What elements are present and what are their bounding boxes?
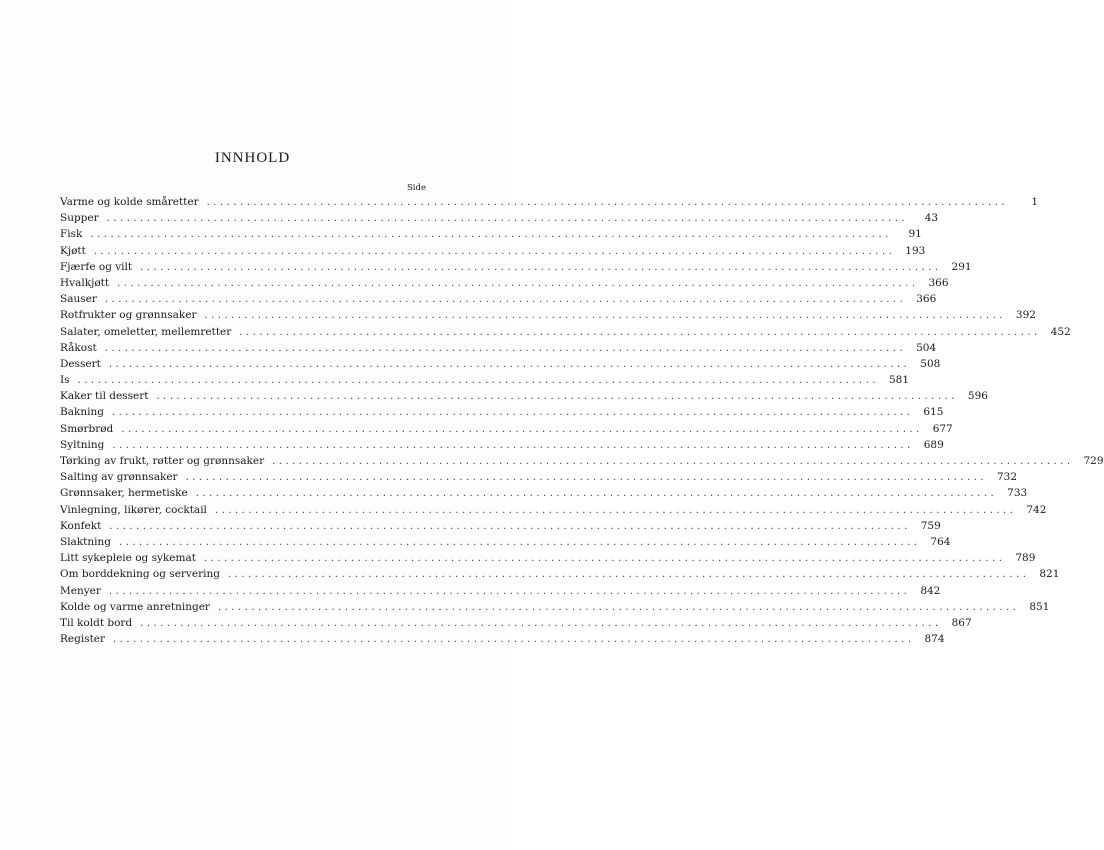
leader-dots: ........................................................................................................................ (77, 375, 879, 387)
leader-dots: ........................................................................................................................ (217, 601, 1020, 613)
toc-entry (60, 453, 1104, 469)
toc-entry (60, 502, 1047, 518)
toc-entry-page: 392 (1015, 309, 1036, 322)
leader-dots: ........................................................................................................................ (119, 536, 921, 548)
toc-entry-title: Salater, omeletter, mellemretter (60, 325, 232, 338)
leader-dots: ........................................................................................................................ (113, 634, 915, 646)
toc-entry-page: 789 (1015, 552, 1036, 565)
leader-dots: ........................................................................................................................ (206, 197, 1009, 208)
toc-entry-title: Fjærfe og vilt (60, 260, 133, 273)
leader-dots: ........................................................................................................................ (117, 277, 919, 289)
toc-entry-title: Is (60, 374, 70, 387)
toc-entry-page: 689 (923, 438, 944, 451)
toc-entry-title: Tørking av frukt, røtter og grønnsaker (60, 455, 265, 467)
toc-entry-page: 596 (967, 390, 988, 403)
toc-entry (60, 340, 937, 356)
leader-dots: ........................................................................................................................ (195, 488, 998, 500)
toc-entry-page: 733 (1007, 487, 1028, 500)
toc-entry-title: Kolde og varme anretninger (60, 600, 210, 613)
leader-dots: ........................................................................................................................ (104, 342, 907, 354)
toc-entry (60, 243, 926, 259)
toc-entry-title: Rotfrukter og grønnsaker (60, 309, 197, 322)
toc-entry-title: Konfekt (60, 519, 102, 532)
toc-entry-title: Supper (60, 212, 99, 225)
toc-entry-page: 867 (951, 616, 972, 629)
leader-dots: ........................................................................................................................ (272, 456, 1074, 467)
toc-entry (60, 194, 1039, 210)
toc-entry-page: 742 (1026, 503, 1047, 516)
toc-entry-title: Hvalkjøtt (60, 276, 110, 289)
toc-entry (60, 469, 1018, 485)
leader-dots: ........................................................................................................................ (108, 585, 911, 597)
toc-entry-title: Sauser (60, 293, 97, 306)
toc-entry (60, 388, 988, 404)
toc-entry-page: 291 (951, 260, 972, 273)
leader-dots: ........................................................................................................................ (156, 391, 958, 403)
leader-dots: ........................................................................................................................ (203, 553, 1006, 565)
leader-dots: ........................................................................................................................ (185, 472, 988, 484)
toc-entry (60, 485, 1028, 501)
toc-entry-page: 91 (908, 228, 922, 241)
leader-dots: ........................................................................................................................ (204, 310, 1006, 322)
page-title: INNHOLD (214, 150, 291, 166)
leader-dots: ........................................................................................................................ (239, 326, 1041, 338)
toc-entry (60, 631, 945, 647)
toc-entry-page: 366 (916, 293, 937, 306)
toc-entry-page: 842 (920, 584, 941, 597)
toc-entry-page: 851 (1029, 600, 1050, 613)
toc-entry-title: Kaker til dessert (60, 390, 149, 403)
toc-entry-title: Slaktning (60, 535, 111, 548)
toc-entry-page: 43 (924, 212, 939, 225)
toc-entry (60, 615, 972, 631)
page-column-label: Side (406, 183, 426, 193)
toc-entry (60, 291, 937, 307)
toc-entry-title: Vinlegning, likører, cocktail (60, 503, 207, 516)
leader-dots: ........................................................................................................................ (90, 229, 892, 241)
toc-entry (60, 275, 949, 291)
toc-entry-page: 821 (1039, 568, 1060, 581)
toc-entry (60, 404, 944, 420)
toc-entry-title: Smørbrød (60, 422, 114, 435)
toc-entry (60, 372, 909, 388)
toc-entry-title: Dessert (60, 357, 101, 370)
leader-dots: ........................................................................................................................ (111, 407, 914, 419)
toc-entry (60, 437, 944, 453)
toc-entry-title: Kjøtt (60, 244, 86, 257)
leader-dots: ........................................................................................................................ (214, 504, 1017, 516)
toc-entry-page: 615 (923, 406, 944, 419)
leader-dots: ........................................................................................................................ (112, 439, 914, 451)
toc-entry-title: Register (60, 633, 106, 646)
leader-dots: ........................................................................................................................ (227, 569, 1030, 581)
toc-entry (60, 599, 1050, 615)
toc-entry-page: 732 (996, 471, 1018, 484)
toc-entry (60, 518, 941, 534)
toc-entry-page: 581 (888, 374, 909, 387)
leader-dots: ........................................................................................................................ (93, 245, 896, 257)
leader-dots: ........................................................................................................................ (104, 294, 907, 306)
toc-entry-title: Menyer (60, 584, 101, 597)
toc-entry-title: Om borddekning og servering (60, 568, 220, 581)
toc-entry-page: 1 (1031, 196, 1039, 208)
toc-entry-page: 508 (920, 357, 941, 370)
toc-entry (60, 566, 1060, 582)
toc-entry (60, 307, 1036, 323)
toc-entry (60, 534, 951, 550)
toc-entry (60, 259, 972, 275)
toc-entry-page: 677 (932, 422, 953, 435)
toc-entry-title: Varme og kolde småretter (60, 196, 199, 208)
leader-dots: ........................................................................................................................ (106, 213, 909, 225)
toc-entry-page: 759 (920, 519, 941, 532)
leader-dots: ........................................................................................................................ (140, 261, 942, 273)
toc-entry-title: Til koldt bord (60, 616, 133, 629)
toc-entry-page: 874 (924, 633, 945, 646)
toc-entry-page: 504 (916, 341, 937, 354)
toc-entry-page: 193 (905, 244, 926, 257)
toc-entry-title: Fisk (60, 228, 83, 241)
table-of-contents (60, 194, 1104, 647)
leader-dots: ........................................................................................................................ (108, 358, 911, 370)
toc-entry (60, 421, 953, 437)
toc-entry-page: 366 (928, 276, 949, 289)
toc-entry (60, 356, 941, 372)
toc-entry (60, 550, 1036, 566)
toc-entry-title: Bakning (60, 406, 104, 419)
toc-entry-title: Litt sykepleie og sykemat (60, 552, 196, 565)
leader-dots: ........................................................................................................................ (121, 423, 923, 435)
toc-entry-title: Salting av grønnsaker (60, 471, 178, 484)
toc-entry-title: Grønnsaker, hermetiske (60, 487, 188, 500)
toc-entry-page: 452 (1050, 325, 1071, 338)
leader-dots: ........................................................................................................................ (109, 520, 911, 532)
toc-entry (60, 210, 939, 226)
leader-dots: ........................................................................................................................ (140, 617, 942, 629)
toc-entry-page: 729 (1083, 455, 1104, 467)
toc-entry-title: Syltning (60, 438, 105, 451)
toc-entry (60, 583, 941, 599)
toc-entry (60, 324, 1071, 340)
toc-entry-title: Råkost (60, 341, 97, 354)
toc-entry-page: 764 (930, 535, 951, 548)
toc-entry (60, 226, 922, 242)
